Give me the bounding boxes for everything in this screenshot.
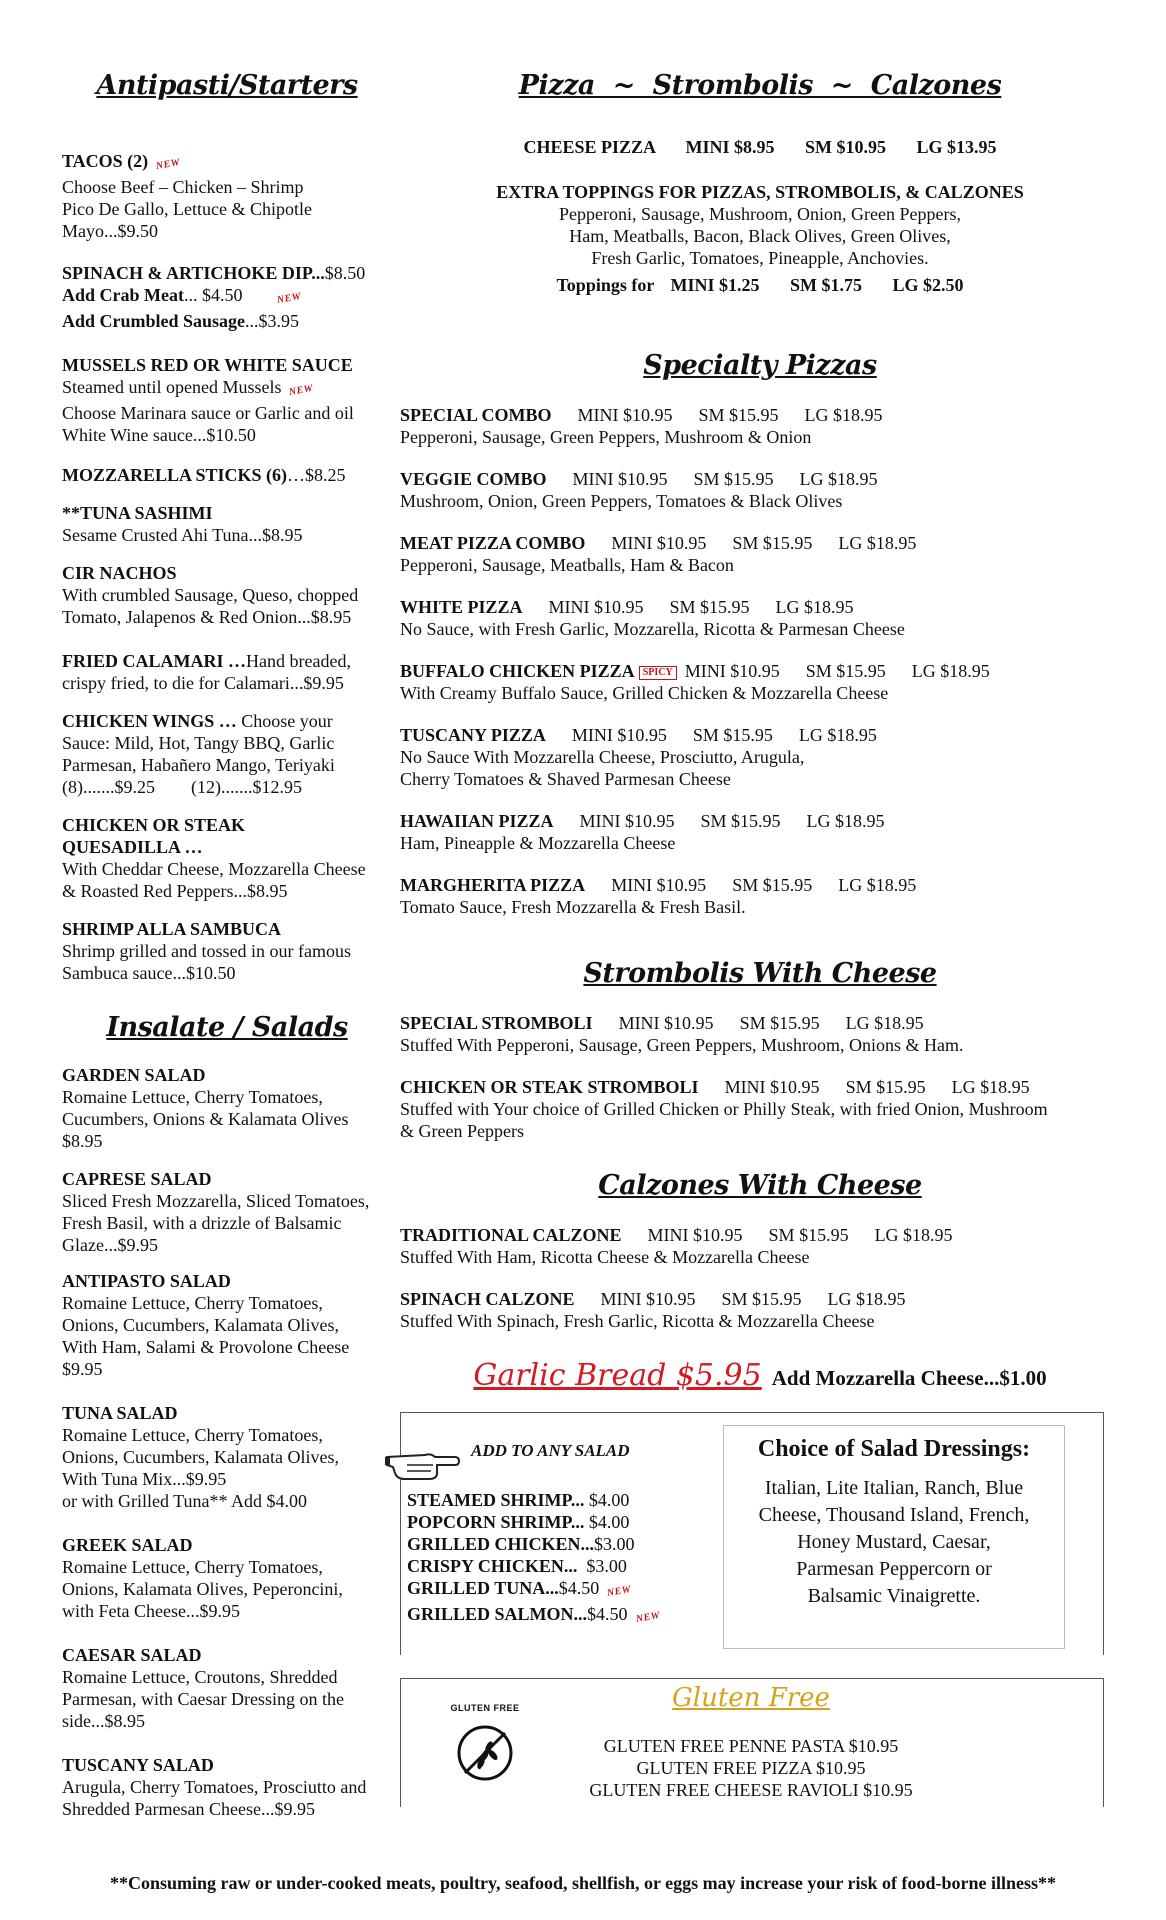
item-desc: Sauce: Mild, Hot, Tangy BBQ, Garlic (62, 733, 335, 753)
price-sm: SM $15.95 (692, 725, 773, 745)
salads-list (62, 1064, 392, 1836)
dressing-line: Parmesan Peppercorn or (796, 1558, 992, 1580)
price-sm: SM $15.95 (768, 1225, 849, 1245)
add-to-salad-heading: ADD TO ANY SALAD (471, 1441, 630, 1460)
strombolis-heading: Strombolis With Cheese (583, 958, 937, 989)
garlic-bread-label: Garlic Bread $5.95 (473, 1358, 762, 1393)
item-desc: Mayo...$9.50 (62, 221, 158, 241)
menu-item-mozzarella-sticks (62, 464, 392, 486)
item-name: FRIED CALAMARI … (62, 651, 246, 671)
price-row (400, 1224, 1120, 1246)
price-lg: LG $18.95 (951, 1077, 1030, 1097)
price-lg: LG $18.95 (775, 597, 854, 617)
price-sm: SM $15.95 (805, 661, 886, 681)
price-row (400, 404, 1120, 426)
item-desc: Shrimp grilled and tossed in our famous (62, 941, 351, 961)
item-desc: Hand breaded, (246, 651, 351, 671)
antipasti-heading: Antipasti/Starters (96, 70, 358, 101)
item-desc: With crumbled Sausage, Queso, chopped (62, 585, 359, 605)
item-name: TACOS (2) (62, 151, 149, 171)
item-desc: White Wine sauce...$10.50 (62, 425, 256, 445)
item-price: …$8.25 (287, 465, 346, 485)
garlic-bread-addon: Add Mozzarella Cheese...$1.00 (771, 1366, 1047, 1390)
menu-item (400, 1224, 1120, 1268)
add-to-salad-row (407, 1555, 660, 1577)
addon-label: Add Crab Meat (62, 285, 184, 305)
item-desc: side...$8.95 (62, 1711, 145, 1731)
specialty-heading: Specialty Pizzas (643, 350, 877, 381)
gluten-free-logo (449, 1703, 521, 1787)
menu-item-garden-salad (62, 1064, 392, 1152)
item-price: (12).......$12.95 (191, 777, 302, 797)
price-lg: LG $18.95 (838, 533, 917, 553)
item-desc: Stuffed with Your choice of Grilled Chicken or Philly Steak, with fried Onion, Mushroom (400, 1099, 1048, 1119)
item-desc: Mushroom, Onion, Green Peppers, Tomatoes & Black Olives (400, 491, 843, 511)
menu-item-antipasto-salad (62, 1270, 392, 1380)
item-desc: Glaze...$9.95 (62, 1235, 158, 1255)
new-badge: NEW (634, 1609, 661, 1626)
price-row (400, 660, 1120, 682)
item-name: SPECIAL STROMBOLI (400, 1013, 593, 1033)
price-mini: MINI $8.95 (685, 137, 775, 157)
item-desc: Stuffed With Spinach, Fresh Garlic, Ricotta & Mozzarella Cheese (400, 1311, 875, 1331)
item-desc: Arugula, Cherry Tomatoes, Prosciutto and (62, 1777, 367, 1797)
addon-name: CRISPY CHICKEN... (407, 1556, 578, 1576)
price-mini: MINI $10.95 (611, 875, 707, 895)
price-lg: LG $18.95 (911, 661, 990, 681)
price-row (400, 874, 1120, 896)
item-desc: crispy fried, to die for Calamari...$9.95 (62, 673, 344, 693)
item-name: CHICKEN OR STEAK (62, 815, 246, 835)
price-row (400, 596, 1120, 618)
addon-label: Add Crumbled Sausage (62, 311, 246, 331)
menu-item-tuna-salad (62, 1402, 392, 1512)
menu-item-shrimp-sambuca (62, 918, 392, 984)
gluten-free-logo-text: GLUTEN FREE (450, 1703, 520, 1713)
price-sm: SM $1.75 (790, 275, 863, 295)
price-sm: SM $15.95 (721, 1289, 802, 1309)
garlic-bread-row (400, 1358, 1120, 1393)
item-desc: Romaine Lettuce, Cherry Tomatoes, (62, 1293, 323, 1313)
item-name: SPINACH & ARTICHOKE DIP... (62, 263, 325, 283)
toppings-prices (400, 274, 1120, 296)
addon-name: GRILLED SALMON... (407, 1604, 588, 1624)
gluten-free-item: GLUTEN FREE CHEESE RAVIOLI $10.95 (589, 1780, 913, 1800)
item-desc: Cherry Tomatoes & Shaved Parmesan Cheese (400, 769, 731, 789)
item-name: GREEK SALAD (62, 1535, 193, 1555)
addon-name: GRILLED TUNA... (407, 1578, 559, 1598)
addon-price: $4.00 (584, 1512, 630, 1532)
menu-item-wings (62, 710, 392, 798)
menu-item (400, 874, 1120, 918)
item-desc: or with Grilled Tuna** Add $4.00 (62, 1491, 308, 1511)
item-name: SHRIMP ALLA SAMBUCA (62, 919, 282, 939)
item-name: **TUNA SASHIMI (62, 503, 213, 523)
new-badge: NEW (275, 290, 302, 307)
menu-item-greek-salad (62, 1534, 392, 1622)
price-sm: SM $15.95 (732, 533, 813, 553)
item-desc: & Roasted Red Peppers...$8.95 (62, 881, 288, 901)
salad-extras-box (400, 1412, 1104, 1655)
item-desc: & Green Peppers (400, 1121, 524, 1141)
item-desc: With Tuna Mix...$9.95 (62, 1469, 227, 1489)
price-lg: LG $2.50 (892, 275, 964, 295)
menu-item (400, 1076, 1120, 1142)
add-to-salad-list (407, 1489, 660, 1629)
item-desc: No Sauce With Mozzarella Cheese, Prosciutto, Arugula, (400, 747, 805, 767)
price-sm: SM $15.95 (732, 875, 813, 895)
item-name: CHICKEN OR STEAK STROMBOLI (400, 1077, 699, 1097)
price-mini: MINI $10.95 (572, 469, 668, 489)
menu-item (400, 810, 1120, 854)
item-name: BUFFALO CHICKEN PIZZA (400, 661, 635, 681)
add-to-salad-row (407, 1511, 660, 1533)
item-name: WHITE PIZZA (400, 597, 523, 617)
item-desc: No Sauce, with Fresh Garlic, Mozzarella, Ricotta & Parmesan Cheese (400, 619, 905, 639)
item-desc: Pepperoni, Sausage, Meatballs, Ham & Bacon (400, 555, 734, 575)
item-desc: Cucumbers, Onions & Kalamata Olives (62, 1109, 349, 1129)
item-name: MOZZARELLA STICKS (6) (62, 465, 288, 485)
price-sm: SM $15.95 (669, 597, 750, 617)
price-sm: SM $15.95 (700, 811, 781, 831)
price-row (400, 1288, 1120, 1310)
price-lg: LG $13.95 (916, 137, 997, 157)
price-mini: MINI $10.95 (571, 725, 667, 745)
health-warning-footer: **Consuming raw or under-cooked meats, poultry, seafood, shellfish, or eggs may increase your risk of food-borne illness** (109, 1873, 1057, 1893)
cheese-pizza-row (400, 137, 1120, 158)
item-desc: Pico De Gallo, Lettuce & Chipotle (62, 199, 312, 219)
item-desc: With Ham, Salami & Provolone Cheese (62, 1337, 350, 1357)
item-desc: Choose your (241, 711, 333, 731)
item-desc: Steamed until opened Mussels (62, 377, 282, 397)
price-lg: LG $18.95 (804, 405, 883, 425)
addon-price: $4.50 (558, 1578, 600, 1598)
item-price: $9.95 (62, 1359, 103, 1379)
menu-item-calamari (62, 650, 392, 694)
addon-name: STEAMED SHRIMP... (407, 1490, 585, 1510)
menu-item-tuscany-salad (62, 1754, 392, 1820)
price-row (400, 810, 1120, 832)
item-desc: Romaine Lettuce, Cherry Tomatoes, (62, 1087, 323, 1107)
item-desc: Onions, Cucumbers, Kalamata Olives, (62, 1315, 339, 1335)
menu-item (400, 532, 1120, 576)
item-name: TUNA SALAD (62, 1403, 178, 1423)
dressings-heading: Choice of Salad Dressings: (757, 1436, 1031, 1462)
menu-item (400, 1012, 1120, 1056)
price-lg: LG $18.95 (798, 725, 877, 745)
item-name: TRADITIONAL CALZONE (400, 1225, 622, 1245)
new-badge: NEW (606, 1583, 633, 1600)
item-desc: Pepperoni, Sausage, Green Peppers, Mushroom & Onion (400, 427, 812, 447)
calzones-list (400, 1224, 1120, 1352)
menu-item (400, 404, 1120, 448)
price-row (400, 1012, 1120, 1034)
price-lg: LG $18.95 (799, 469, 878, 489)
item-name: CIR NACHOS (62, 563, 177, 583)
price-sm: SM $15.95 (845, 1077, 926, 1097)
item-name: CAPRESE SALAD (62, 1169, 212, 1189)
item-name: VEGGIE COMBO (400, 469, 547, 489)
strombolis-list (400, 1012, 1120, 1162)
price-lg: LG $18.95 (845, 1013, 924, 1033)
item-name: TUSCANY SALAD (62, 1755, 214, 1775)
dressings-list (724, 1475, 1064, 1610)
price-sm: SM $15.95 (698, 405, 779, 425)
price-mini: MINI $10.95 (600, 1289, 696, 1309)
menu-item-caprese-salad (62, 1168, 392, 1256)
price-mini: MINI $1.25 (670, 275, 760, 295)
price-sm: SM $15.95 (739, 1013, 820, 1033)
dressing-line: Balsamic Vinaigrette. (807, 1585, 981, 1607)
item-desc: Onions, Cucumbers, Kalamata Olives, (62, 1447, 339, 1467)
price-row (400, 468, 1120, 490)
item-desc: Tomato Sauce, Fresh Mozzarella & Fresh Basil. (400, 897, 746, 917)
item-desc: Romaine Lettuce, Cherry Tomatoes, (62, 1425, 323, 1445)
item-desc: Sesame Crusted Ahi Tuna...$8.95 (62, 525, 303, 545)
item-name: MUSSELS RED OR WHITE SAUCE (62, 355, 353, 375)
price-mini: MINI $10.95 (579, 811, 675, 831)
price-sm: SM $10.95 (805, 137, 887, 157)
gluten-free-item: GLUTEN FREE PIZZA $10.95 (636, 1758, 866, 1778)
item-desc: Tomato, Jalapenos & Red Onion...$8.95 (62, 607, 352, 627)
item-name: SPINACH CALZONE (400, 1289, 575, 1309)
item-desc: Romaine Lettuce, Croutons, Shredded (62, 1667, 338, 1687)
item-desc: Fresh Basil, with a drizzle of Balsamic (62, 1213, 342, 1233)
addon-price: $3.00 (594, 1534, 635, 1554)
pizza-heading: Pizza ~ Strombolis ~ Calzones (518, 70, 1002, 101)
gluten-free-box (400, 1678, 1104, 1807)
item-desc: Sambuca sauce...$10.50 (62, 963, 236, 983)
item-name: ANTIPASTO SALAD (62, 1271, 231, 1291)
price-mini: MINI $10.95 (577, 405, 673, 425)
price-lg: LG $18.95 (806, 811, 885, 831)
gluten-free-item: GLUTEN FREE PENNE PASTA $10.95 (603, 1736, 899, 1756)
gluten-free-list (551, 1735, 951, 1801)
add-to-salad-row (407, 1577, 660, 1603)
toppings-block (400, 181, 1120, 296)
item-name: CAESAR SALAD (62, 1645, 202, 1665)
item-price: (8).......$9.25 (62, 777, 155, 797)
menu-item-caesar-salad (62, 1644, 392, 1732)
toppings-label: Toppings for (556, 275, 655, 295)
spicy-badge: SPICY (639, 666, 677, 680)
item-desc: Parmesan, with Caesar Dressing on the (62, 1689, 344, 1709)
menu-item (400, 724, 1120, 790)
price-mini: MINI $10.95 (611, 533, 707, 553)
dressing-line: Honey Mustard, Caesar, (797, 1531, 991, 1553)
price-row (400, 724, 1120, 746)
menu-item-tuna-sashimi (62, 502, 392, 546)
item-name: CHICKEN WINGS … (62, 711, 242, 731)
item-desc: Choose Beef – Chicken – Shrimp (62, 177, 304, 197)
add-to-salad-row (407, 1603, 660, 1629)
item-desc: With Creamy Buffalo Sauce, Grilled Chicken & Mozzarella Cheese (400, 683, 889, 703)
item-name: SPECIAL COMBO (400, 405, 552, 425)
addon-price: $3.00 (577, 1556, 627, 1576)
price-row (400, 532, 1120, 554)
item-name: QUESADILLA … (62, 837, 203, 857)
salads-heading: Insalate / Salads (106, 1012, 348, 1043)
price-mini: MINI $10.95 (548, 597, 644, 617)
item-desc: With Cheddar Cheese, Mozzarella Cheese (62, 859, 366, 879)
item-name: TUSCANY PIZZA (400, 725, 546, 745)
addon-price: $4.00 (584, 1490, 630, 1510)
new-badge: NEW (288, 382, 315, 399)
item-desc: with Feta Cheese...$9.95 (62, 1601, 240, 1621)
price-sm: SM $15.95 (693, 469, 774, 489)
price-lg: LG $18.95 (827, 1289, 906, 1309)
menu-item-tacos (62, 150, 392, 242)
menu-item-quesadilla (62, 814, 392, 902)
menu-item-spinach-dip (62, 262, 392, 332)
item-price: $8.50 (324, 263, 366, 283)
new-badge: NEW (155, 156, 182, 173)
antipasti-list (62, 150, 392, 1000)
menu-item (400, 468, 1120, 512)
add-to-salad-row (407, 1533, 660, 1555)
toppings-list: Ham, Meatballs, Bacon, Black Olives, Green Olives, (569, 226, 951, 246)
menu-item (400, 596, 1120, 640)
item-price: $8.95 (62, 1131, 103, 1151)
item-name: HAWAIIAN PIZZA (400, 811, 554, 831)
price-lg: LG $18.95 (874, 1225, 953, 1245)
add-to-salad-row (407, 1489, 660, 1511)
price-mini: MINI $10.95 (647, 1225, 743, 1245)
item-desc: Stuffed With Ham, Ricotta Cheese & Mozzarella Cheese (400, 1247, 810, 1267)
item-desc: Parmesan, Habañero Mango, Teriyaki (62, 755, 335, 775)
dressings-panel (723, 1425, 1065, 1649)
addon-price: $4.50 (587, 1604, 628, 1624)
menu-item-nachos (62, 562, 392, 628)
addon-price: ... $4.50 (184, 285, 243, 305)
price-lg: LG $18.95 (838, 875, 917, 895)
calzones-heading: Calzones With Cheese (598, 1170, 922, 1201)
toppings-list: Pepperoni, Sausage, Mushroom, Onion, Green Peppers, (559, 204, 961, 224)
gluten-free-heading: Gluten Free (672, 1683, 830, 1713)
price-mini: MINI $10.95 (684, 661, 780, 681)
addon-name: POPCORN SHRIMP... (407, 1512, 585, 1532)
item-desc: Ham, Pineapple & Mozzarella Cheese (400, 833, 676, 853)
addon-name: GRILLED CHICKEN... (407, 1534, 595, 1554)
menu-item-mussels (62, 354, 392, 446)
item-desc: Romaine Lettuce, Cherry Tomatoes, (62, 1557, 323, 1577)
item-desc: Choose Marinara sauce or Garlic and oil (62, 403, 354, 423)
price-mini: MINI $10.95 (724, 1077, 820, 1097)
item-desc: Stuffed With Pepperoni, Sausage, Green Peppers, Mushroom, Onions & Ham. (400, 1035, 964, 1055)
item-name: CHEESE PIZZA (523, 137, 656, 157)
item-desc: Shredded Parmesan Cheese...$9.95 (62, 1799, 315, 1819)
specialty-list (400, 404, 1120, 938)
menu-item (400, 1288, 1120, 1332)
dressing-line: Italian, Lite Italian, Ranch, Blue (764, 1477, 1024, 1499)
item-name: MEAT PIZZA COMBO (400, 533, 586, 553)
item-desc: Onions, Kalamata Olives, Peperoncini, (62, 1579, 343, 1599)
toppings-list: Fresh Garlic, Tomatoes, Pineapple, Anchovies. (591, 248, 929, 268)
addon-price: ...$3.95 (245, 311, 300, 331)
pointing-hand-icon (385, 1443, 461, 1483)
item-desc: Sliced Fresh Mozzarella, Sliced Tomatoes, (62, 1191, 370, 1211)
price-row (400, 1076, 1120, 1098)
dressing-line: Cheese, Thousand Island, French, (758, 1504, 1030, 1526)
item-name: GARDEN SALAD (62, 1065, 206, 1085)
price-mini: MINI $10.95 (618, 1013, 714, 1033)
menu-item (400, 660, 1120, 704)
item-name: MARGHERITA PIZZA (400, 875, 586, 895)
toppings-heading: EXTRA TOPPINGS FOR PIZZAS, STROMBOLIS, & CALZONES (496, 182, 1024, 202)
